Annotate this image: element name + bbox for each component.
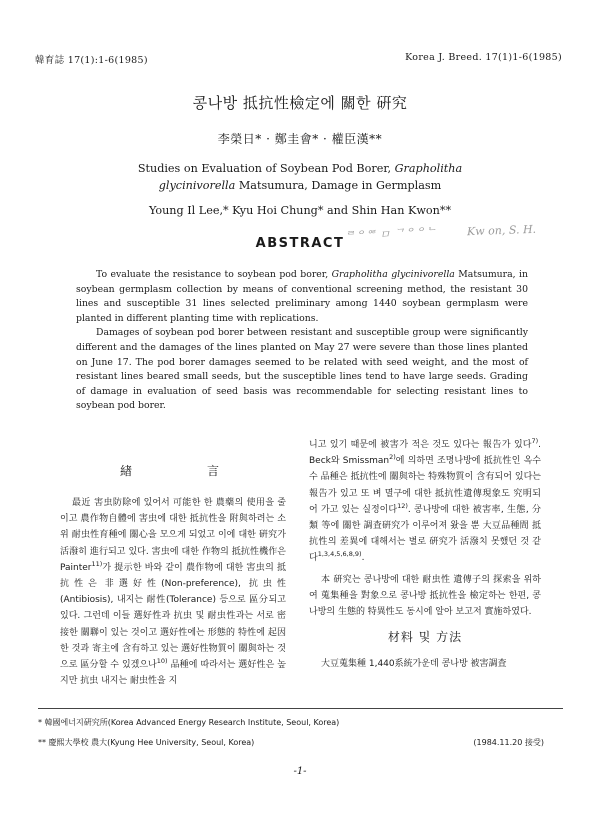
abstract-paragraph (76, 268, 528, 326)
handwritten-note: Kw on, S. H. (466, 222, 537, 239)
left-column (60, 495, 286, 689)
text-span: 가 提示한 바와 같이 農作物에 대한 害虫의 抵抗性은 非選好性(Non-preference), 抗虫性(Antibiosis), 내지는 耐性(Tolerance) 등으로 區分되고 있다. 그런데 이들 選好性과 抗虫 및 耐虫性과는 서로 密接한 關聯이 있는 것이고 選好性에는 形態的 特性에 起因한 것과 寄主에 含有하고 있는 選好性物質이 關與하는 것으로 區分할 수 있겠으나 (60, 562, 286, 671)
methods-paragraph: 大豆蒐集種 1,440系統가운데 콩나방 被害調査 (321, 659, 507, 669)
intro-paragraph (60, 495, 286, 689)
english-title-line1-b: Grapholitha (394, 162, 463, 175)
journal-header-left: 韓育誌 17(1):1-6(1985) (35, 55, 148, 66)
citation: 1,3,4,5,6,8,9) (317, 550, 362, 559)
text-span: . (361, 553, 365, 564)
english-authors: Young Il Lee,* Kyu Hoi Chung* and Shin Han Kwon** (148, 204, 452, 217)
page-number: -1- (293, 766, 307, 777)
intro-paragraph: 本 硏究는 콩나방에 대한 耐虫性 遺傳子의 探索을 위하여 蒐集種을 對象으로 콩나방 抵抗性을 檢定하는 한편, 콩나방의 生態的 特異性도 동시에 알아 보고저 實施하였다. (309, 574, 541, 618)
intro-paragraph-continued (309, 437, 541, 567)
english-title (0, 160, 600, 194)
text-span: 最近 害虫防除에 있어서 可能한 한 農藥의 使用을 줄이고 農作物自體에 害虫에 대한 抵抗性을 附與하려는 소위 耐虫性育種에 關心을 모으게 되었고 이에 대한 硏究가 活潑히 進行되고 있다. 害虫에 대한 作物의 抵抗性機作은 Painter (60, 498, 286, 573)
citation: 11) (91, 559, 103, 568)
abstract-text-span: To evaluate the resistance to soybean pod borer, (96, 269, 332, 280)
english-title-line2-b: Matsumura, Damage in Germplasm (235, 179, 442, 192)
citation: 10) (156, 657, 168, 666)
methods-column (309, 656, 541, 672)
citation: 2) (389, 453, 396, 462)
handwritten-note: ᄅᄋᄋᄅ ㅁ ᄀᄋᄋᄂ (343, 225, 437, 244)
right-column (309, 437, 541, 620)
text-span: . 콩나방에 대한 被害率, 生態, 分類 等에 關한 調査硏究가 이루어져 왔을 뿐 大豆品種間 抵抗性의 差異에 대해서는 별로 硏究가 活潑치 못했던 것 같다 (309, 504, 541, 564)
footnote-affiliation-2: ** 慶熙大學校 農大(Kyung Hee University, Seoul, Korea) (38, 738, 255, 747)
text-span: 에 의하면 조명나방에 抵抗性인 옥수수 品種은 抵抗性에 關與하는 特殊物質이 含有되어 있다는 報告가 있고 또 벼 멸구에 대한 抵抗性遺傳現象도 究明되어 가고 있는 실정이다 (309, 456, 541, 515)
journal-header-right: Korea J. Breed. 17(1)1-6(1985) (405, 52, 562, 63)
abstract-paragraph: Damages of soybean pod borer between resistant and susceptible group were significantly different and the damages of the lines planted on May 27 were severe than those lines planted on June 17. The pod borer damages seemed to be related with seed weight, and the most of resistant lines beared small seeds, but the susceptible lines tend to have large seeds. Grading of damage in evaluation of seed basis was recommendable for selecting resistant lines to soybean pod borer. (76, 327, 528, 412)
english-title-line2-a: glycinivorella (158, 179, 236, 192)
footnote-affiliation-1: * 韓國에너지硏究所(Korea Advanced Energy Research Institute, Seoul, Korea) (38, 718, 340, 727)
species-name: Grapholitha glycinivorella (331, 269, 455, 280)
text-span: . Beck와 Smissman (309, 440, 541, 467)
text-span: 니고 있기 때문에 被害가 적은 것도 있다는 報告가 있다 (309, 440, 532, 450)
korean-title: 콩나방 抵抗性檢定에 關한 硏究 (192, 94, 408, 112)
korean-authors: 李榮日* · 鄭圭會* · 權臣漢** (217, 132, 383, 146)
english-title-line1-a: Studies on Evaluation of Soybean Pod Borer, (137, 162, 395, 175)
abstract-heading: ABSTRACT (255, 236, 345, 251)
abstract-body (76, 268, 528, 414)
section-title-char: 緖 (120, 464, 134, 478)
section-title-methods: 材料 및 方法 (387, 630, 463, 644)
section-title-char: 言 (206, 464, 220, 478)
section-title-introduction (120, 462, 220, 479)
footnote-divider (38, 708, 563, 709)
text-span: 品種에 따라서는 選好性은 높지만 抗虫 내지는 耐虫性을 지 (60, 660, 286, 687)
abstract-text-span: Matsumura, in soybean germplasm collection by means of conventional screening method, the resistant 30 lines and susceptible 31 lines selected preliminary among 1440 soybean germplasm were planted in different planting time with replications. (76, 269, 528, 324)
citation: 12) (397, 501, 408, 510)
received-date: (1984.11.20 接受) (473, 738, 544, 747)
citation: 7) (531, 437, 539, 445)
